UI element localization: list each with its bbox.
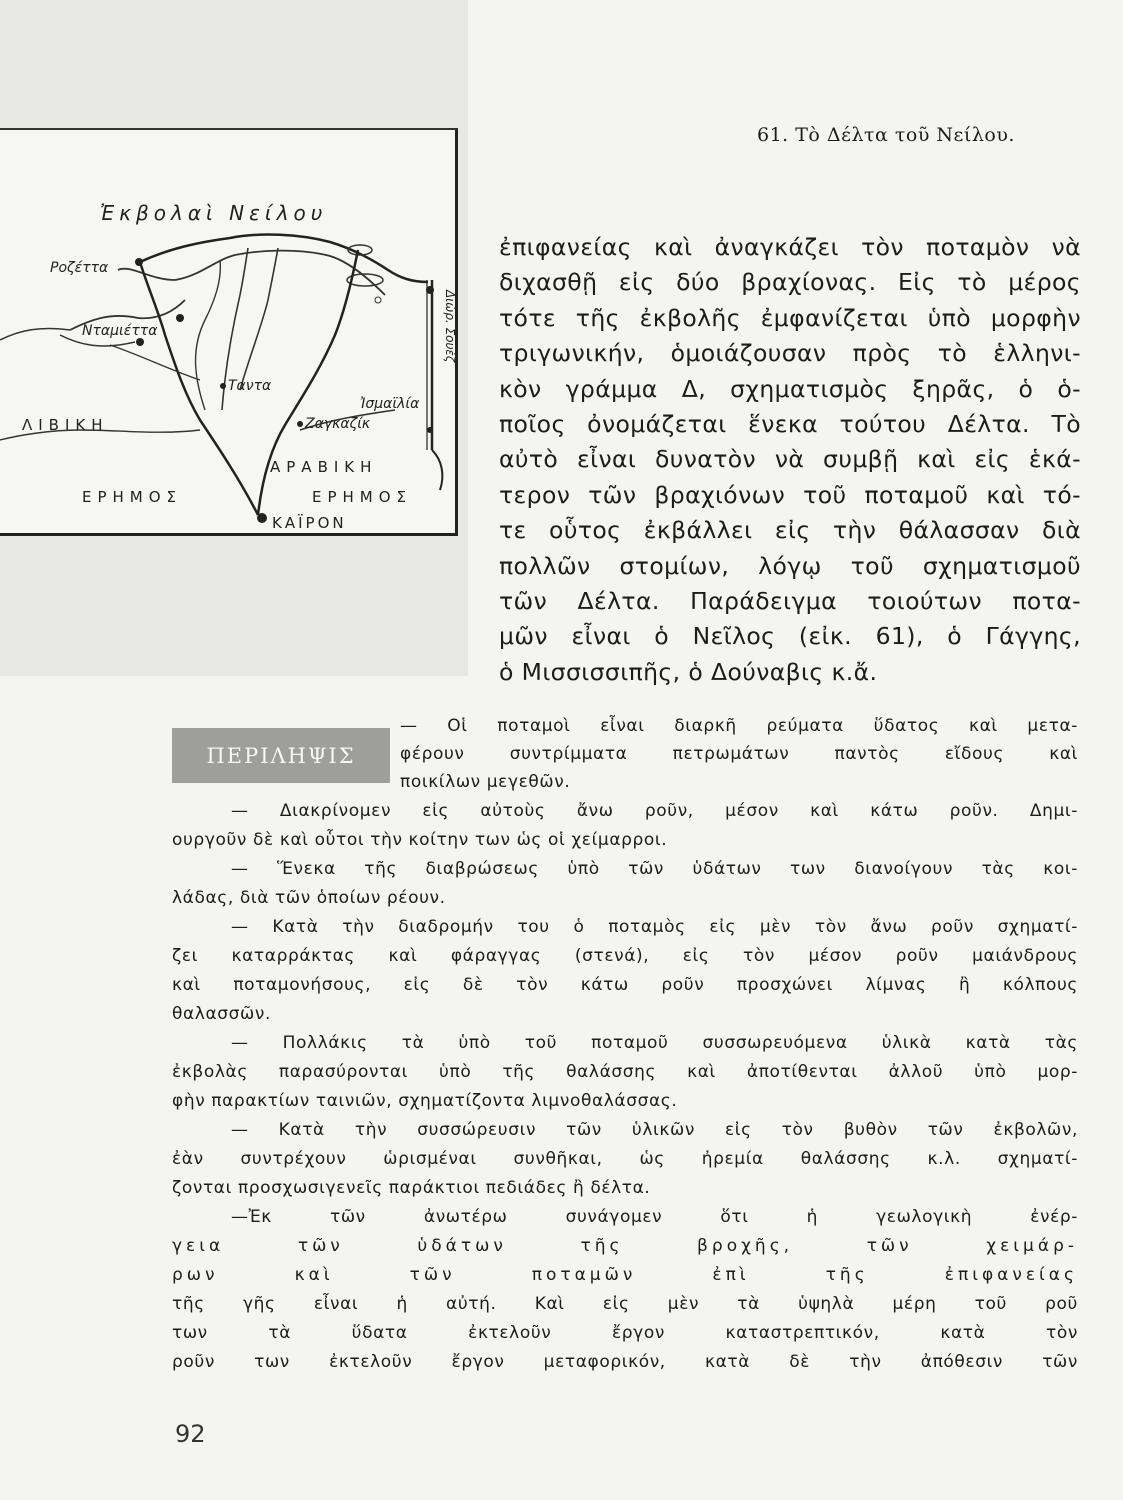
map-label-libyan: ΛΙΒΙΚΗ — [22, 416, 109, 434]
body-line: τότε τῆς ἐκβολῆς ἐμφανίζεται ὑπὸ μορφὴν — [499, 303, 1081, 332]
body-line: ἐπιφανείας καὶ ἀναγκάζει τὸν ποταμὸν νὰ — [499, 233, 1081, 261]
summary-line: ροῦν των ἐκτελοῦν ἔργον μεταφορικόν, κατὰ δὲ τὴν ἀπόθεσιν τῶν — [172, 1352, 1078, 1372]
page-number: 92 — [175, 1420, 206, 1448]
summary-line: ρων καὶ τῶν ποταμῶν ἐπὶ τῆς ἐπιφανείας — [172, 1265, 1078, 1285]
body-line: ποῖος ὀνομάζεται ἕνεκα τούτου Δέλτα. Τὸ — [499, 409, 1081, 438]
figure-caption: 61. Τὸ Δέλτα τοῦ Νείλου. — [757, 124, 1015, 146]
map-label-tanta: Ταντα — [228, 378, 272, 394]
summary-line: τῆς γῆς εἶναι ἡ αὐτή. Καὶ εἰς μὲν τὰ ὑψηλὰ μέρη τοῦ ροῦ — [172, 1294, 1078, 1314]
summary-line: ἐὰν συντρέχουν ὡρισμέναι συνθῆκαι, ὡς ἠρεμία θαλάσσης κ.λ. σχηματί- — [172, 1149, 1078, 1169]
map-title-label: Ἐκβολαὶ Νείλου — [100, 201, 328, 225]
summary-line: — Κατὰ τὴν συσσώρευσιν τῶν ὑλικῶν εἰς τὸν βυθὸν τῶν ἐκβολῶν, — [231, 1120, 1078, 1140]
map-label-rosetta: Ροζέττα — [50, 260, 109, 276]
summary-line: θαλασσῶν. — [172, 1004, 271, 1024]
map-label-damietta: Νταμιέττα — [82, 323, 158, 339]
body-paragraph — [499, 230, 1081, 690]
body-line: τερον τῶν βραχιόνων τοῦ ποταμοῦ καὶ τό- — [499, 480, 1081, 509]
summary-label: ΠΕΡΙΛΗΨΙΣ — [172, 728, 390, 783]
figure-panel — [0, 0, 468, 676]
summary-line: ζονται προσχωσιγενεῖς παράκτιοι πεδιάδες ἢ δέλτα. — [172, 1178, 651, 1198]
summary-line: φέρουν συντρίμματα πετρωμάτων παντὸς εἴδους καὶ — [400, 744, 1078, 764]
body-line: μῶν εἶναι ὁ Νεῖλος (εἰκ. 61), ὁ Γάγγης, — [499, 622, 1081, 651]
summary-line: καὶ ποταμονήσους, εἰς δὲ τὸν κάτω ροῦν προσχώνει λίμνας ἢ κόλπους — [172, 975, 1078, 995]
body-line: ὁ Μισσισσιπῆς, ὁ Δούναβις κ.ἄ. — [499, 657, 878, 686]
map-drawing — [0, 130, 455, 533]
map-label-libyan-desert: ΕΡΗΜΟΣ — [82, 488, 183, 506]
summary-line: ἐκβολὰς παρασύρονται ὑπὸ τῆς θαλάσσης καὶ ἀποτίθενται ἀλλοῦ ὑπὸ μορ- — [172, 1062, 1078, 1082]
summary-line: λάδας, διὰ τῶν ὁποίων ρέουν. — [172, 888, 446, 908]
map-label-suez-canal: Διώρ. Σουέζ — [443, 290, 457, 363]
map-label-arabian-desert: ΕΡΗΜΟΣ — [312, 488, 413, 506]
summary-line: — Οἱ ποταμοὶ εἶναι διαρκῆ ρεύματα ὕδατος καὶ μετα- — [400, 716, 1078, 736]
map-label-cairo: ΚΑΪΡΟΝ — [272, 514, 347, 532]
body-line: κὸν γράμμα Δ, σχηματισμὸς ξηρᾶς, ὁ ὁ- — [499, 374, 1081, 403]
summary-line: ζει καταρράκτας καὶ φάραγγας (στενά), εἰς τὸν μέσον ροῦν μαιάνδρους — [172, 946, 1078, 966]
summary-line: — Διακρίνομεν εἰς αὐτοὺς ἄνω ροῦν, μέσον καὶ κάτω ροῦν. Δημι- — [231, 801, 1078, 821]
summary-line: γεια τῶν ὑδάτων τῆς βροχῆς, τῶν χειμάρ- — [172, 1236, 1078, 1256]
summary-line: —Ἐκ τῶν ἀνωτέρω συνάγομεν ὅτι ἡ γεωλογικὴ ἐνέρ- — [231, 1207, 1078, 1227]
map-label-arabian: ΑΡΑΒΙΚΗ — [270, 458, 378, 476]
body-line: πολλῶν στομίων, λόγῳ τοῦ σχηματισμοῦ — [499, 551, 1081, 580]
summary-line: — Ἕνεκα τῆς διαβρώσεως ὑπὸ τῶν ὑδάτων των διανοίγουν τὰς κοι- — [231, 859, 1078, 879]
body-line: τε οὗτος ἐκβάλλει εἰς τὴν θάλασσαν διὰ — [499, 516, 1081, 545]
map-label-zagazig: Ζαγκαζίκ — [305, 416, 371, 432]
body-line: τριγωνικήν, ὁμοιάζουσαν πρὸς τὸ ἑλληνι- — [499, 339, 1081, 368]
summary-line: ουργοῦν δὲ καὶ οὗτοι τὴν κοίτην των ὡς οἱ χείμαρροι. — [172, 830, 668, 850]
summary-line: των τὰ ὕδατα ἐκτελοῦν ἔργον καταστρεπτικόν, κατὰ τὸν — [172, 1323, 1078, 1343]
map-label-ismailia: Ἰσμαϊλία — [360, 396, 420, 412]
summary-line: φὴν παρακτίων ταινιῶν, σχηματίζοντα λιμνοθαλάσσας. — [172, 1091, 678, 1111]
body-line: διχασθῇ εἰς δύο βραχίονας. Εἰς τὸ μέρος — [499, 268, 1081, 297]
summary-line: — Κατὰ τὴν διαδρομήν του ὁ ποταμὸς εἰς μὲν τὸν ἄνω ροῦν σχηματί- — [231, 917, 1078, 937]
summary-line: ποικίλων μεγεθῶν. — [400, 772, 571, 792]
nile-delta-map — [0, 128, 458, 536]
summary-line: — Πολλάκις τὰ ὑπὸ τοῦ ποταμοῦ συσσωρευόμενα ὑλικὰ κατὰ τὰς — [231, 1033, 1078, 1053]
body-line: τῶν Δέλτα. Παράδειγμα τοιούτων ποτα- — [499, 586, 1081, 615]
body-line: αὐτὸ εἶναι δυνατὸν νὰ συμβῇ καὶ εἰς ἑκά- — [499, 445, 1081, 474]
